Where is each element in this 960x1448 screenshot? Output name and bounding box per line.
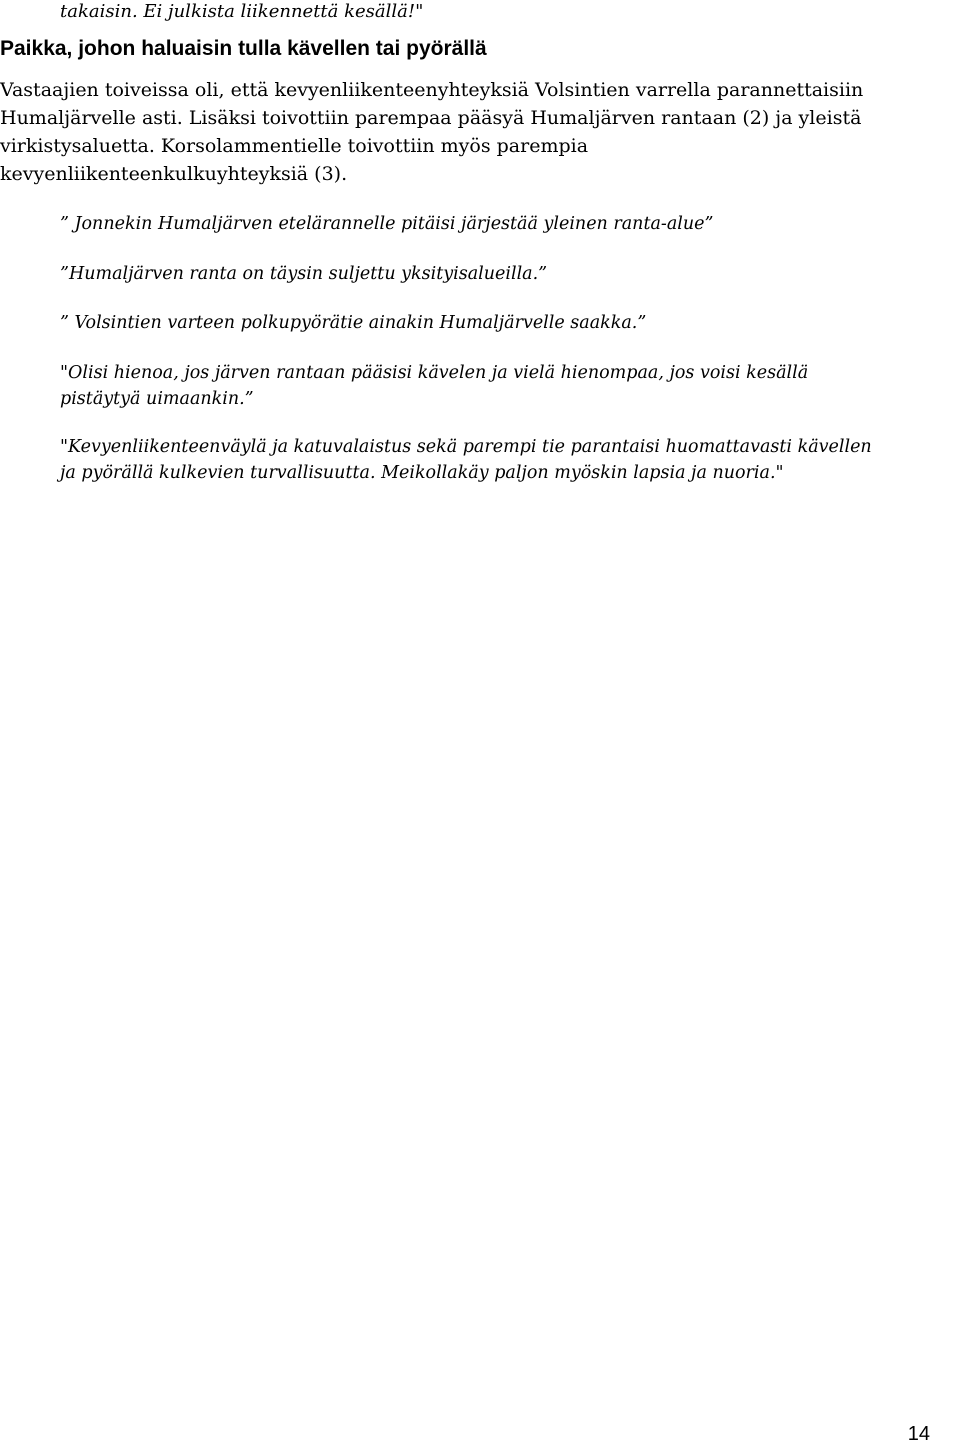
respondent-quote: ” Jonnekin Humaljärven etelärannelle pitäisi järjestää yleinen ranta-alue” <box>60 214 714 234</box>
respondent-quote: ”Humaljärven ranta on täysin suljettu yksityisalueilla.” <box>60 264 548 284</box>
continuation-quote: takaisin. Ei julkista liikennettä kesällä!" <box>60 1 424 22</box>
page-number: 14 <box>907 1423 930 1445</box>
section-heading: Paikka, johon haluaisin tulla kävellen tai pyörällä <box>0 37 487 60</box>
respondent-quote: "Olisi hienoa, jos järven rantaan pääsisi kävelen ja vielä hienompaa, jos voisi kesällä pistäytyä uimaankin.” <box>60 363 809 409</box>
respondent-quote: ” Volsintien varteen polkupyörätie ainakin Humaljärvelle saakka.” <box>60 313 647 333</box>
respondent-quote: "Kevyenliikenteenväylä ja katuvalaistus sekä parempi tie parantaisi huomattavasti kävellen ja pyörällä kulkevien turvallisuutta. Meikollakäy paljon myöskin lapsia ja nuoria." <box>60 437 872 483</box>
body-paragraph: Vastaajien toiveissa oli, että kevyenliikenteenyhteyksiä Volsintien varrella parannettaisiin Humaljärvelle asti. Lisäksi toivottiin parempaa pääsyä Humaljärven rantaan (2) ja yleistä virkistysaluetta. Korsolammentielle toivottiin myös parempia kevyenliikenteenkulkuyhteyksiä (3). <box>0 79 864 185</box>
